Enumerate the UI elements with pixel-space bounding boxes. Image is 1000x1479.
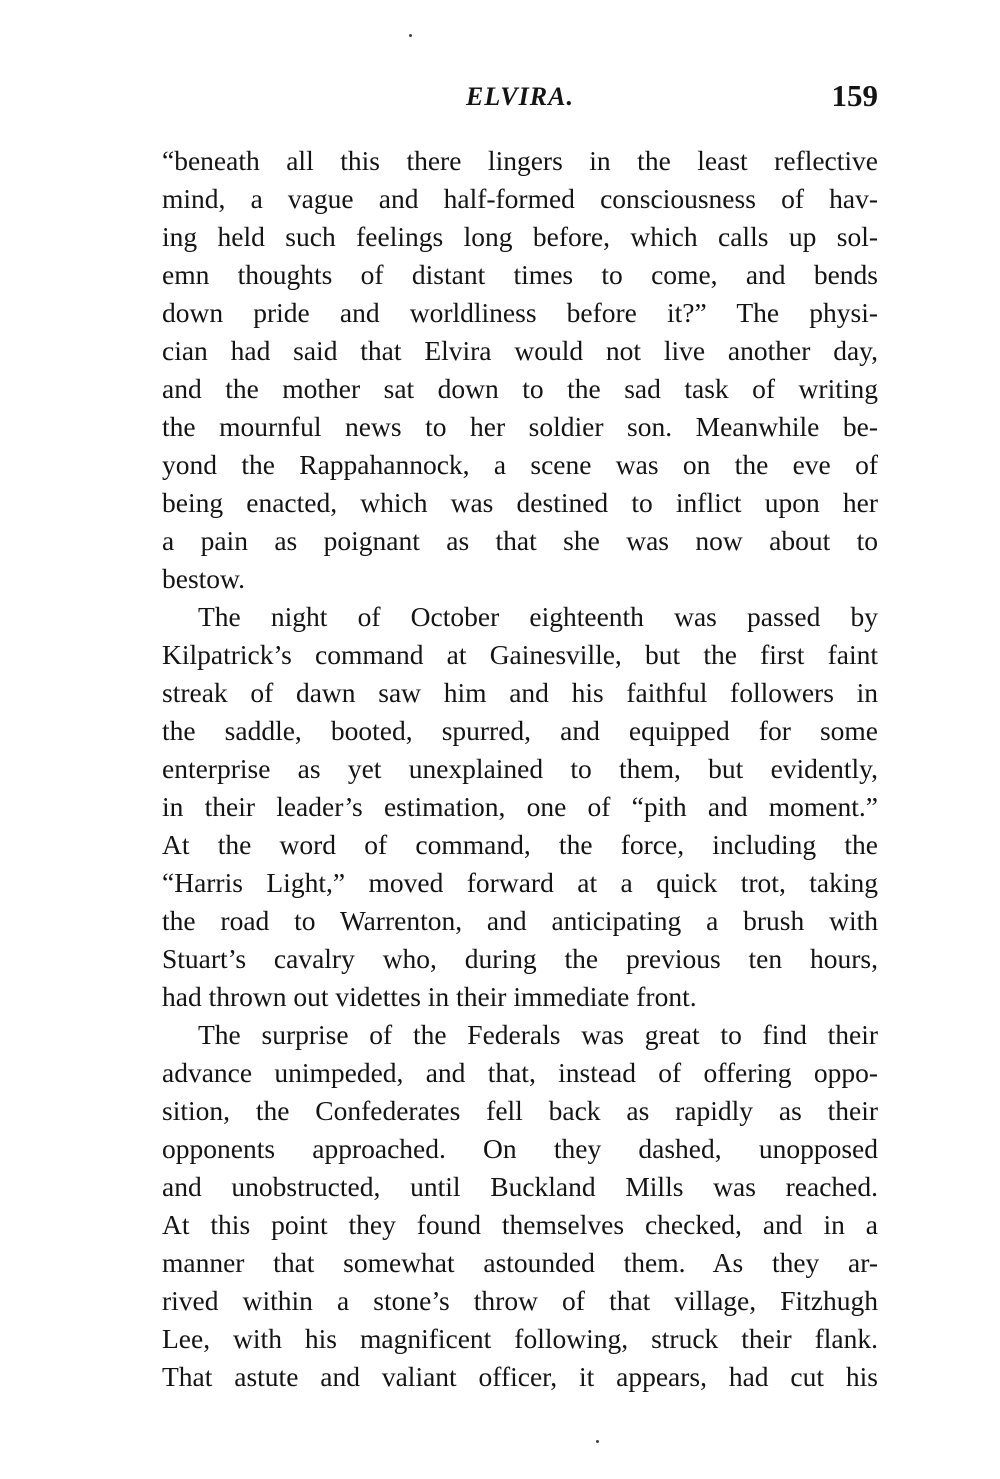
- text-line: and the mother sat down to the sad task of writing: [162, 373, 878, 404]
- text-line: “Harris Light,” moved forward at a quick trot, taking: [162, 867, 878, 898]
- text-line: had thrown out videttes in their immediate front.: [162, 981, 697, 1012]
- text-line: The night of October eighteenth was passed by: [198, 601, 878, 632]
- body-text: [162, 142, 878, 1396]
- text-line: mind, a vague and half-formed consciousness of hav-: [162, 183, 878, 214]
- text-line: advance unimpeded, and that, instead of offering oppo-: [162, 1057, 878, 1088]
- text-line: Lee, with his magnificent following, struck their flank.: [162, 1323, 878, 1354]
- text-line: rived within a stone’s throw of that village, Fitzhugh: [162, 1285, 878, 1316]
- text-line: down pride and worldliness before it?” The physi-: [162, 297, 878, 328]
- text-line: manner that somewhat astounded them. As they ar-: [162, 1247, 878, 1278]
- text-line: Stuart’s cavalry who, during the previous ten hours,: [162, 943, 878, 974]
- text-line: That astute and valiant officer, it appears, had cut his: [162, 1361, 878, 1392]
- paragraph-3: [162, 1016, 878, 1396]
- text-line: “beneath all this there lingers in the least reflective: [162, 145, 878, 176]
- running-title: ELVIRA.: [466, 82, 574, 111]
- text-line: streak of dawn saw him and his faithful followers in: [162, 677, 878, 708]
- text-line: bestow.: [162, 563, 245, 594]
- text-line: the road to Warrenton, and anticipating a brush with: [162, 905, 878, 936]
- text-line: The surprise of the Federals was great to find their: [198, 1019, 878, 1050]
- text-line: emn thoughts of distant times to come, and bends: [162, 259, 878, 290]
- text-line: a pain as poignant as that she was now about to: [162, 525, 878, 556]
- text-line: At this point they found themselves checked, and in a: [162, 1209, 878, 1240]
- text-line: enterprise as yet unexplained to them, but evidently,: [162, 753, 878, 784]
- print-speck-bottom: [596, 1440, 599, 1443]
- text-line: ing held such feelings long before, which calls up sol-: [162, 221, 878, 252]
- text-line: opponents approached. On they dashed, unopposed: [162, 1133, 878, 1164]
- page-header: [162, 76, 878, 116]
- paragraph-1: [162, 142, 878, 598]
- text-line: cian had said that Elvira would not live another day,: [162, 335, 878, 366]
- text-line: At the word of command, the force, including the: [162, 829, 878, 860]
- text-line: sition, the Confederates fell back as rapidly as their: [162, 1095, 878, 1126]
- text-line: in their leader’s estimation, one of “pith and moment.”: [162, 791, 878, 822]
- text-line: Kilpatrick’s command at Gainesville, but the first faint: [162, 639, 878, 670]
- paragraph-2: [162, 598, 878, 1016]
- page-number: 159: [831, 78, 878, 113]
- text-line: the saddle, booted, spurred, and equipped for some: [162, 715, 878, 746]
- text-line: the mournful news to her soldier son. Meanwhile be-: [162, 411, 878, 442]
- text-line: and unobstructed, until Buckland Mills was reached.: [162, 1171, 878, 1202]
- print-speck-top: [409, 34, 412, 37]
- text-line: yond the Rappahannock, a scene was on the eve of: [162, 449, 878, 480]
- text-line: being enacted, which was destined to inflict upon her: [162, 487, 878, 518]
